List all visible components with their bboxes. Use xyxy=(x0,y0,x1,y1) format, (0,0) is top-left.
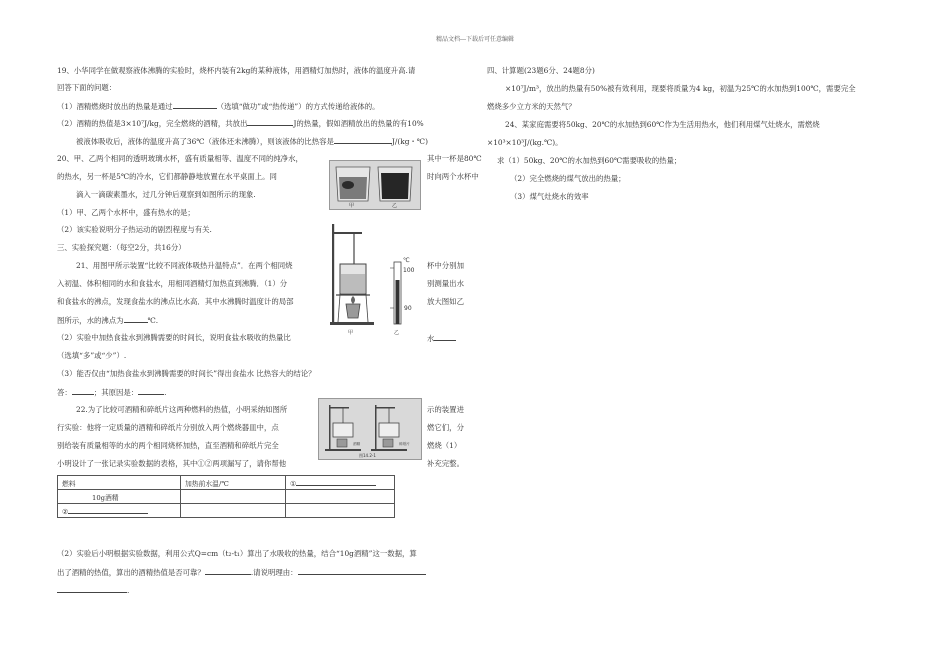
thermometer-label-yi: 乙 xyxy=(394,330,400,336)
q24-req3: （3）煤气灶烧水的效率 xyxy=(510,192,589,201)
ink-cups-illustration xyxy=(330,161,420,209)
q19-blank3[interactable] xyxy=(334,136,392,144)
q22-blank-reason-cont[interactable] xyxy=(57,585,127,593)
section3-title: 三、实验探究题：（每空2分，共16分） xyxy=(57,243,186,252)
q21-blank-boiling-point[interactable] xyxy=(124,315,148,323)
q21-blank-reason[interactable] xyxy=(138,387,164,395)
q22-line4a: 小明设计了一张记录实验数据的表格，其中①②两项漏写了，请你帮他 xyxy=(57,459,287,468)
q19-part2 xyxy=(57,118,424,128)
ink-cups-photo xyxy=(329,160,421,210)
q22-blank-reliable[interactable] xyxy=(205,567,251,575)
q19-blank2[interactable] xyxy=(247,118,293,126)
q22-line2a: 行实验：他将一定质量的酒精和碎纸片分别放入两个燃烧器皿中，点 xyxy=(57,423,279,432)
q21-line4-text-b: ℃. xyxy=(147,316,159,325)
q22-line1a: 22.为了比较可酒精和碎纸片这两种燃料的热值，小明采纳如图所 xyxy=(76,405,288,414)
table-cell-blank2[interactable] xyxy=(58,504,181,518)
q22-sub2-cont: . xyxy=(57,585,129,595)
q21-sub3: （3）能否仅由“加热食盐水到沸腾需要的时间长”得出食盐水 比热容大的结论？ xyxy=(57,369,316,378)
apparatus-label-jia: 甲 xyxy=(348,330,354,336)
q20-line2a: 的热水，另一杯是5℃的冷水，它们都静静地放置在水平桌面上。同 xyxy=(57,172,277,181)
page-header: 精品文档---下载后可任意编辑 xyxy=(435,36,515,43)
q20-line3: 滴入一滴碳素墨水，过几分钟后观察到如图所示的现象. xyxy=(76,190,256,199)
thermometer-tick-90: 90 xyxy=(404,305,412,312)
q21-blank-more-less[interactable] xyxy=(434,333,456,341)
q22-line2b: 燃它们，分 xyxy=(427,423,464,432)
q19-blank1[interactable] xyxy=(173,101,217,109)
cup-label-jia: 甲 xyxy=(349,203,355,209)
q20-sub1: （1）甲、乙两个水杯中，盛有热水的是； xyxy=(57,208,195,217)
q22-sub2a: （2）实验后小明根据实验数据，利用公式Q=cm（t₂-t₁）算出了水吸收的热量，结合“10g酒精”这一数据，算 xyxy=(57,549,417,558)
q24-req2: （2）完全燃烧的煤气放出的热量； xyxy=(510,174,626,183)
q21-sub2c: （选填“多”或“少”）. xyxy=(57,351,127,360)
q20-line1a: 20、甲、乙两个相同的透明玻璃水杯，盛有质量相等、温度不同的纯净水， xyxy=(57,154,303,163)
q19-part1-text-a: （1）酒精燃烧时放出的热量是通过 xyxy=(57,102,173,111)
q19-part2-text-c: 被液体吸收后，液体的温度升高了36℃（液体还未沸腾），则该液体的比热容是 xyxy=(76,137,334,146)
q20-line2b: 时向两个水杯中 xyxy=(427,172,479,181)
q22-line3a: 别给装有质量相等的水的两个相同烧杯加热，直至酒精和碎纸片完全 xyxy=(57,441,279,450)
table-header-blank1[interactable] xyxy=(286,476,395,490)
q22-line4b: 补充完整。 xyxy=(427,459,464,468)
thermometer-unit: ℃ xyxy=(403,257,410,264)
fuel-apparatus-figure xyxy=(318,398,422,460)
q22-line3b: 燃烧（1） xyxy=(427,441,462,450)
q24-line1: 24、某家庭需要将50kg、20℃的水加热到60℃作为生活用热水，他们利用煤气灶烧水，需燃烧 xyxy=(505,120,820,129)
fuel-data-table xyxy=(57,475,395,518)
q21-line4 xyxy=(57,315,158,325)
q21-line3a: 和食盐水的沸点，发现食盐水的沸点比水高．其中水沸腾时温度计的局部 xyxy=(57,297,294,306)
table-row xyxy=(58,504,395,518)
q21-line1a: 21、用图甲所示装置“比较不同液体吸热升温特点”．在两个相同烧 xyxy=(76,261,293,270)
cup-label-yi: 乙 xyxy=(392,203,398,209)
q21-answer: 答： ；其原因是： . xyxy=(57,388,167,397)
q22-line1b: 示的装置进 xyxy=(427,405,464,414)
q22-sub2c-text: .请说明理由： xyxy=(250,568,298,577)
q21-line2a: 入初温、体积相同的水和食盐水，用相同酒精灯加热直到沸腾．（1）分 xyxy=(57,279,288,288)
q21-blank-answer[interactable] xyxy=(72,387,94,395)
table-cell-blank2-line[interactable] xyxy=(68,506,148,514)
q19-part1 xyxy=(57,101,380,111)
q21-line3b: 放大图如乙 xyxy=(427,297,464,306)
q20-sub2: （2）该实验说明分子热运动的剧烈程度与有关. xyxy=(57,225,212,234)
q19-part2-text-b: J的热量，假如酒精放出的热量的有10% xyxy=(293,119,424,128)
q21-sub2a: （2）实验中加热食盐水到沸腾需要的时间长，说明食盐水吸收的热量比 xyxy=(57,333,291,342)
table-cell-alcohol: 10g酒精 xyxy=(58,490,181,504)
table-cell-blank2-label: ② xyxy=(62,507,69,516)
table-header-row xyxy=(58,476,395,490)
table-cell[interactable] xyxy=(286,504,395,518)
q24-req1: 求（1）50kg、20℃的水加热到60℃需要吸收的热量； xyxy=(497,156,682,165)
fuel-label-paper: 碎纸片 xyxy=(399,442,410,446)
section4-title: 四、计算题(23题6分、24题8分) xyxy=(487,66,595,75)
q22-blank-reason[interactable] xyxy=(298,567,426,575)
fuel-label-alcohol: 酒精 xyxy=(353,442,361,446)
q19-line2: 回答下面的问题： xyxy=(57,83,117,92)
q21-line2b: 别测量出水 xyxy=(427,279,464,288)
q20-line1b: 其中一杯是80℃ xyxy=(427,154,482,163)
table-row xyxy=(58,490,395,504)
table-header-blank1-label: ① xyxy=(290,479,297,488)
table-header-initial-temp: 加热前水温/℃ xyxy=(181,476,286,490)
table-cell[interactable] xyxy=(181,490,286,504)
q21-sub2b-text: 水 xyxy=(427,334,435,343)
boiling-apparatus-figure xyxy=(322,218,422,336)
q21-reason-label: ；其原因是： xyxy=(93,388,139,397)
q23-line1: ×10⁷J/m³，放出的热量有50%被有效利用，现要将质量为4 kg，初温为25℃的水加热到100℃，需要完全 xyxy=(505,84,856,93)
q24-line2: ×10³×10³J/(kg.℃)。 xyxy=(487,138,563,147)
q19-part2-cont xyxy=(76,136,428,146)
q21-sub2b xyxy=(427,333,456,343)
q19-part2-text-d: J/(kg・℃) xyxy=(391,137,428,146)
table-cell[interactable] xyxy=(181,504,286,518)
q19-line1: 19、小华同学在做观察液体沸腾的实验时，烧杯内装有2kg的某种液体，用酒精灯加热时，液体的温度升高.请 xyxy=(57,66,416,75)
table-header-fuel: 燃料 xyxy=(58,476,181,490)
q21-line1b: 杯中分别加 xyxy=(427,261,464,270)
q19-part1-text-b: （选填“做功”或“热传递”）的方式传递给液体的。 xyxy=(216,102,380,111)
fuel-apparatus-illustration xyxy=(319,399,421,459)
fuel-figure-caption: 图14.2-1 xyxy=(359,453,376,458)
table-cell[interactable] xyxy=(286,490,395,504)
q21-line4-text-a: 图所示，水的沸点为 xyxy=(57,316,124,325)
q21-answer-label: 答： xyxy=(57,388,72,397)
table-header-blank1-line[interactable] xyxy=(296,478,376,486)
q23-line2: 燃烧多少立方米的天然气？ xyxy=(487,102,576,111)
q22-sub2b xyxy=(57,567,426,577)
q22-sub2b-text: 出了酒精的热值，算出的酒精热值是否可靠？ xyxy=(57,568,205,577)
q19-part2-text-a: （2）酒精的热值是3×10⁷J/kg，完全燃烧的酒精，共放出 xyxy=(57,119,248,128)
thermometer-tick-100: 100 xyxy=(403,267,415,274)
